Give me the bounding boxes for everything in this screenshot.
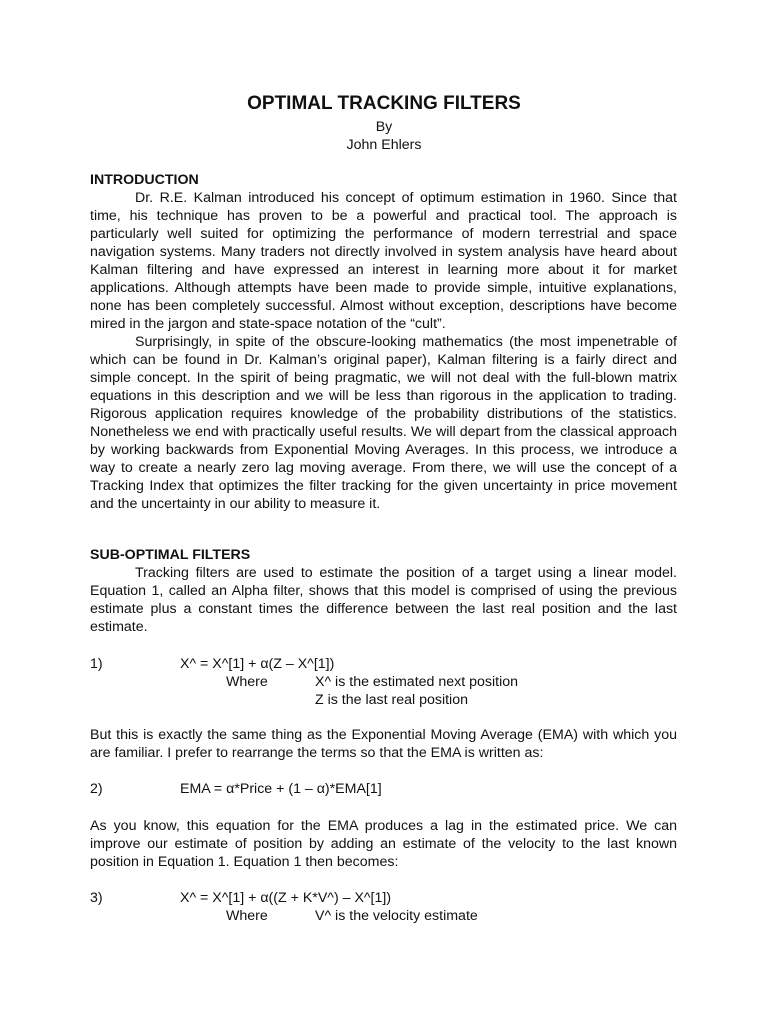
byline: By xyxy=(375,119,393,135)
suboptimal-paragraph-3-block xyxy=(90,817,677,871)
suboptimal-paragraph-2-block xyxy=(90,726,677,762)
equation-1-number: 1) xyxy=(90,656,103,672)
introduction-paragraph-1: Dr. R.E. Kalman introduced his concept of optimum estimation in 1960. Since that time, his technique has proven to be a powerful and practical tool. The approach is particularly well suited for optimizing the performance of modern terrestrial and space navigation systems. Many traders not directly involved in system analysis have heard about Kalman filtering and have expressed an interest in learning more about it for market applications. Although attempts have been made to provide simple, intuitive explanations, none has been completely successful. Almost without exception, descriptions have become mired in the jargon and state-space notation of the “cult”. xyxy=(90,190,677,332)
equation-1-where-line-2 xyxy=(90,691,677,709)
introduction-section xyxy=(90,171,677,513)
document-title: OPTIMAL TRACKING FILTERS xyxy=(247,93,521,114)
equation-2-number: 2) xyxy=(90,781,103,797)
equation-1-definition-2: Z is the last real position xyxy=(315,692,468,708)
equation-1-where-line-1 xyxy=(90,673,677,691)
equation-1 xyxy=(90,655,677,673)
equation-2 xyxy=(90,780,677,798)
equation-1-where-label: Where xyxy=(226,674,268,690)
equation-3-definition-1: V^ is the velocity estimate xyxy=(315,908,478,924)
equation-2-body: EMA = α*Price + (1 – α)*EMA[1] xyxy=(180,781,382,797)
author-name: John Ehlers xyxy=(346,137,422,153)
introduction-heading: INTRODUCTION xyxy=(90,172,199,188)
equation-3-body: X^ = X^[1] + α((Z + K*V^) – X^[1]) xyxy=(180,890,392,906)
suboptimal-heading: SUB-OPTIMAL FILTERS xyxy=(90,547,251,563)
equation-3-where-label: Where xyxy=(226,908,268,924)
suboptimal-paragraph-1: Tracking filters are used to estimate the position of a target using a linear model. Equation 1, called an Alpha filter, shows that this model is comprised of using the previous estimate plus a constant times the difference between the last real position and the last estimate. xyxy=(90,565,677,635)
equation-3-where-line xyxy=(90,907,677,925)
introduction-paragraph-2: Surprisingly, in spite of the obscure-looking mathematics (the most impenetrable of which can be found in Dr. Kalman’s original paper), Kalman filtering is a fairly direct and simple concept. In the spirit of being pragmatic, we will not deal with the full-blown matrix equations in this description and we will be less than rigorous in the application to trading. Rigorous application requires knowledge of the probability distributions of the statistics. Nonetheless we end with practically useful results. We will depart from the classical approach by working backwards from Exponential Moving Averages. In this process, we introduce a way to create a nearly zero lag moving average. From there, we will use the concept of a Tracking Index that optimizes the filter tracking for the given uncertainty in price movement and the uncertainty in our ability to measure it. xyxy=(90,334,677,512)
equation-3-number: 3) xyxy=(90,890,103,906)
suboptimal-paragraph-2: But this is exactly the same thing as the Exponential Moving Average (EMA) with which you are familiar. I prefer to rearrange the terms so that the EMA is written as: xyxy=(90,727,677,761)
equation-3 xyxy=(90,889,677,907)
suboptimal-paragraph-3: As you know, this equation for the EMA produces a lag in the estimated price. We can improve our estimate of position by adding an estimate of the velocity to the last known position in Equation 1. Equation 1 then becomes: xyxy=(90,818,677,870)
suboptimal-section xyxy=(90,546,677,636)
equation-1-body: X^ = X^[1] + α(Z – X^[1]) xyxy=(180,656,335,672)
equation-1-definition-1: X^ is the estimated next position xyxy=(315,674,519,690)
